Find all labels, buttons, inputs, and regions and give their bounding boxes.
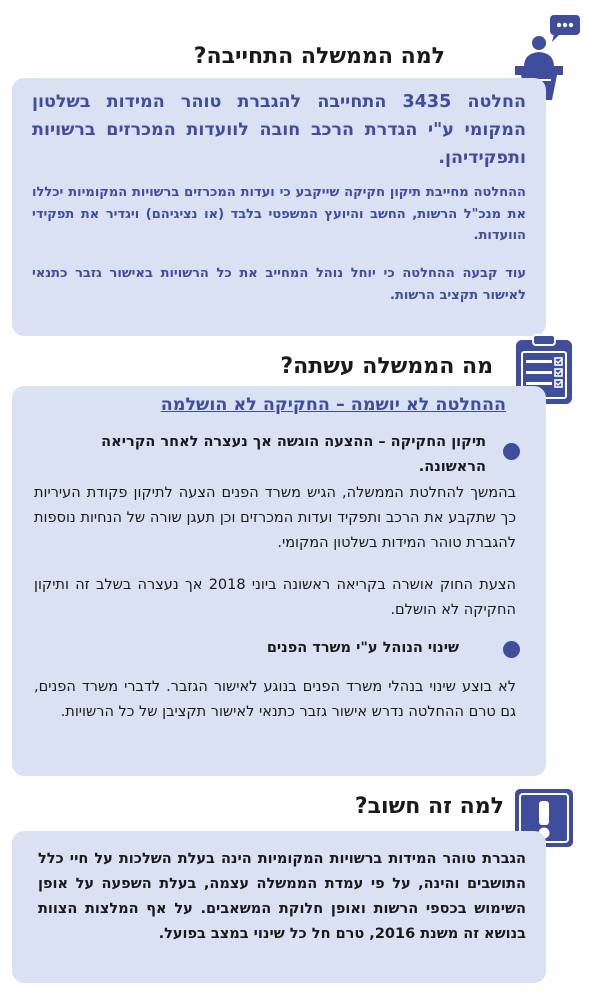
section1-panel bbox=[12, 78, 546, 336]
section3-heading: למה זה חשוב? bbox=[354, 794, 504, 819]
implementation-status: ההחלטה לא יושמה – החקיקה לא הושלמה bbox=[160, 395, 506, 415]
item2-body: לא בוצע שינוי בנהלי משרד הפנים בנוגע לאישור הגזבר. לדברי משרד הפנים, גם טרם ההחלטה נדרש אישור גזבר כתנאי לאישור תקציבן של כל הרשויות. bbox=[34, 679, 516, 720]
item1-title: תיקון החקיקה – ההצעה הוגשה אך נעצרה לאחר הקריאה הראשונה. bbox=[101, 434, 486, 475]
section3-panel bbox=[12, 831, 546, 983]
section1-para2: עוד קבעה ההחלטה כי יוחל נוהל המחייב את כל הרשויות באישור גזבר כתנאי לאישור תקציב הרשות. bbox=[32, 266, 526, 303]
item1-body: בהמשך להחלטת הממשלה, הגיש משרד הפנים הצעה לתיקון פקודת העיריות כך שתקבע את הרכב ותפקיד ועדות המכרזים וכן תעגן שורה של הנחיות נוספות להגברת טוהר המידות בשלטון המקומי. bbox=[34, 485, 516, 551]
section1-lead: החלטה 3435 התחייבה להגברת טוהר המידות בשלטון המקומי ע"י הגדרת הרכב חובה לוועדות המכרזים ברשויות ותפקידיהן. bbox=[32, 92, 527, 168]
section2-panel bbox=[12, 386, 546, 776]
item1-body2: הצעת החוק אושרה בקריאה ראשונה ביוני 2018 אך נעצרה בשלב זה ותיקון החקיקה לא הושלם. bbox=[34, 577, 516, 618]
section1-para1: ההחלטה מחייבת תיקון חקיקה שייקבע כי ועדות המכרזים ברשויות המקומיות יכללו את מנכ"ל הרשות, החשב והיועץ המשפטי בלבד (או נציגיהם) ויגדיר את תפקידי הוועדות. bbox=[32, 185, 526, 243]
bullet-dot bbox=[503, 641, 520, 658]
bullet-dot bbox=[503, 443, 520, 460]
item2-title: שינוי הנוהל ע"י משרד הפנים bbox=[266, 640, 459, 656]
section3-body: הגברת טוהר המידות ברשויות המקומיות הינה בעלת השלכות על חיי כלל התושבים והינה, על פי עמדת הממשלה עצמה, בעלת השפעה על אופן השימוש בכספי הרשות ואופן חלוקת המשאבים. על אף המלצות הצוות בנושא זה משנת 2016, טרם חל כל שינוי במצב בפועל. bbox=[38, 851, 526, 942]
section1-heading: למה הממשלה התחייבה? bbox=[193, 44, 445, 69]
section2-heading: מה הממשלה עשתה? bbox=[280, 354, 493, 379]
